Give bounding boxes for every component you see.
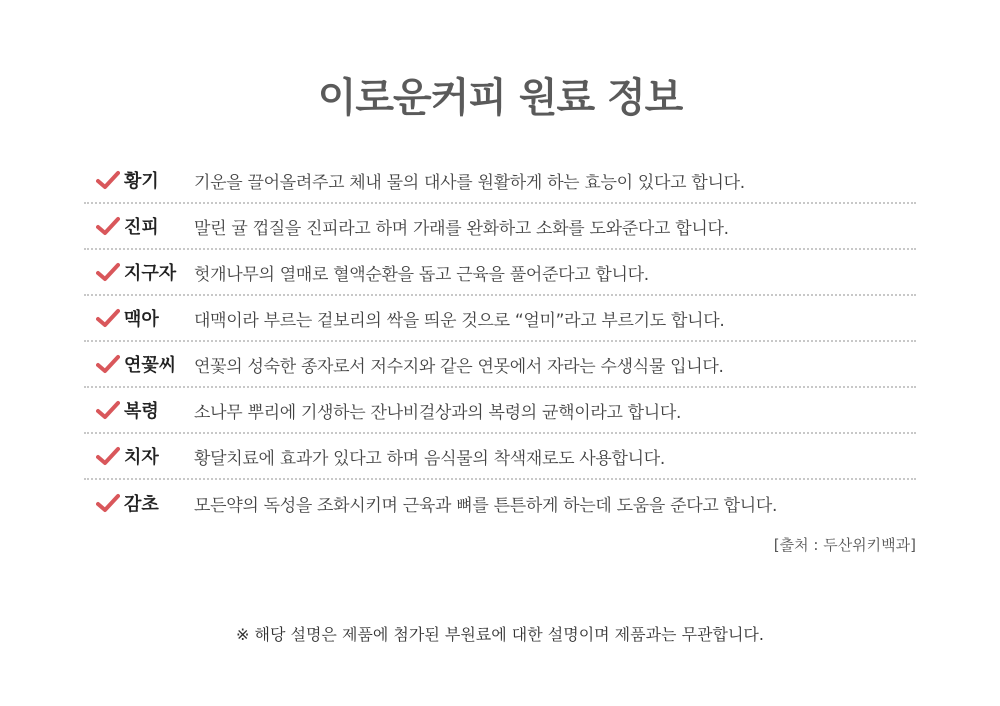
page-title: 이로운커피 원료 정보 bbox=[317, 75, 683, 121]
ingredient-name: 맥아 bbox=[124, 309, 159, 330]
ingredient-description: 연꽃의 성숙한 종자로서 저수지와 같은 연못에서 자라는 수생식물 입니다. bbox=[194, 356, 724, 377]
list-item bbox=[84, 204, 916, 250]
ingredient-description: 기운을 끌어올려주고 체내 물의 대사를 원활하게 하는 효능이 있다고 합니다. bbox=[194, 172, 745, 193]
ingredient-name: 감초 bbox=[124, 494, 159, 515]
check-icon bbox=[96, 170, 120, 190]
ingredient-description: 소나무 뿌리에 기생하는 잔나비걸상과의 복령의 균핵이라고 합니다. bbox=[194, 402, 682, 423]
ingredient-name: 지구자 bbox=[124, 263, 177, 284]
ingredient-description: 황달치료에 효과가 있다고 하며 음식물의 착색재로도 사용합니다. bbox=[194, 448, 666, 469]
check-icon bbox=[96, 216, 120, 236]
ingredient-name: 진피 bbox=[124, 217, 159, 238]
check-icon bbox=[96, 446, 120, 466]
check-icon bbox=[96, 400, 120, 420]
list-item bbox=[84, 296, 916, 342]
ingredient-name: 연꽃씨 bbox=[124, 355, 177, 376]
ingredient-list bbox=[84, 158, 916, 526]
check-icon bbox=[96, 354, 120, 374]
ingredient-description: 대맥이라 부르는 겉보리의 싹을 띄운 것으로 “얼미”라고 부르기도 합니다. bbox=[194, 310, 725, 331]
ingredient-description: 말린 귤 껍질을 진피라고 하며 가래를 완화하고 소화를 도와준다고 합니다. bbox=[194, 218, 729, 239]
list-item bbox=[84, 250, 916, 296]
check-icon bbox=[96, 493, 120, 513]
check-icon bbox=[96, 308, 120, 328]
ingredient-name: 치자 bbox=[124, 447, 159, 468]
source-citation: [출처 : 두산위키백과] bbox=[773, 536, 916, 554]
list-item bbox=[84, 158, 916, 204]
list-item bbox=[84, 480, 916, 526]
check-icon bbox=[96, 262, 120, 282]
ingredient-description: 모든약의 독성을 조화시키며 근육과 뼈를 튼튼하게 하는데 도움을 준다고 합니다. bbox=[194, 495, 778, 516]
list-item bbox=[84, 434, 916, 480]
list-item bbox=[84, 388, 916, 434]
disclaimer-note: ※ 해당 설명은 제품에 첨가된 부원료에 대한 설명이며 제품과는 무관합니다. bbox=[236, 625, 764, 644]
ingredient-description: 헛개나무의 열매로 혈액순환을 돕고 근육을 풀어준다고 합니다. bbox=[194, 264, 649, 285]
list-item bbox=[84, 342, 916, 388]
ingredient-name: 복령 bbox=[124, 401, 159, 422]
ingredient-name: 황기 bbox=[124, 171, 159, 192]
